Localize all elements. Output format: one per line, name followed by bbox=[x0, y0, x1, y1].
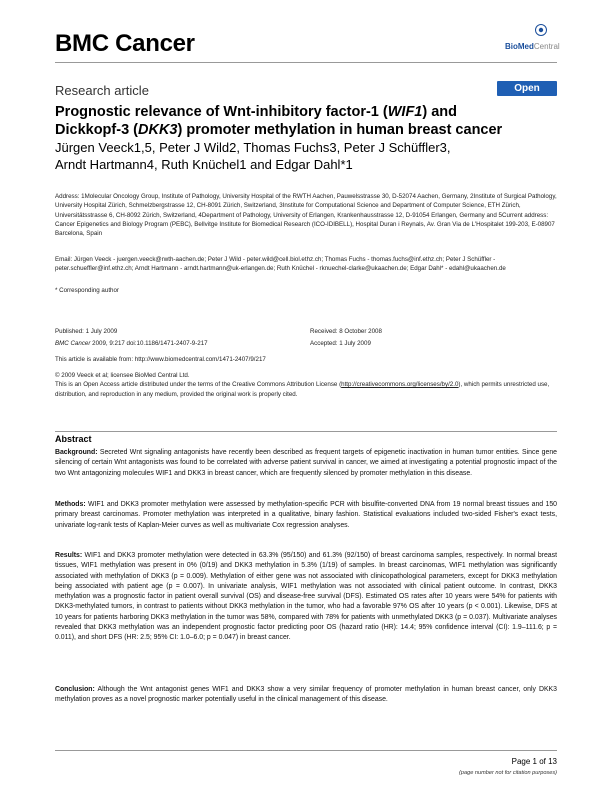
accepted-date: Accepted: 1 July 2009 bbox=[310, 340, 371, 348]
author-emails[interactable]: Email: Jürgen Veeck - juergen.veeck@rwth-aachen.de; Peter J Wild - peter.wild@cell.biol.ethz.ch; Thomas Fuchs - thomas.fuchs@inf.ethz.ch; Peter J Schüffler - peter.schueffler@inf.ethz.ch; Arndt Hartmann - arndt.hartmann@uk-erlangen.de; Ruth Knüchel - rknuechel-clarke@ukaachen.de; Edgar Dahl* - edahl@ukaachen.de bbox=[55, 256, 506, 273]
abstract-conclusion: Conclusion: Although the Wnt antagonist genes WIF1 and DKK3 show a very similar frequency of promoter methylation in human breast cancer, only DKK3 methylation proves as a novel prognostic marker potentially useful in the clinical management of this disease. bbox=[55, 686, 557, 704]
license-url-link[interactable]: http://creativecommons.org/licenses/by/2.0 bbox=[341, 381, 459, 389]
published-date: Published: 1 July 2009 bbox=[55, 328, 118, 335]
article-type: Research article bbox=[55, 83, 149, 98]
corresponding-author-note: * Corresponding author bbox=[55, 287, 119, 294]
biomed-central-logo bbox=[505, 24, 565, 54]
citation-journal: BMC Cancer bbox=[55, 340, 91, 348]
footer-rule bbox=[55, 750, 557, 751]
article-availability: This article is available from: http://www.biomedcentral.com/1471-2407/9/217 bbox=[55, 356, 266, 363]
abstract-rule bbox=[55, 431, 557, 432]
abstract-heading: Abstract bbox=[55, 434, 92, 444]
journal-title: BMC Cancer bbox=[55, 30, 195, 57]
logo-mark-icon bbox=[535, 24, 547, 36]
author-list bbox=[55, 139, 555, 173]
author-line-2: Arndt Hartmann4, Ruth Knüchel1 and Edgar Dahl*1 bbox=[55, 157, 353, 172]
abstract-methods: Methods: WIF1 and DKK3 promoter methylation were assessed by methylation-specific PCR with bisulfite-converted DNA from 19 normal breast tissues and 150 primary breast carcinomas. Promoter methylation was interpreted in a qualitative, binary fashion. Statistical evaluations included two-sided Fisher's exact tests, univariate log-rank tests of Kaplan-Meier curves as well as multivariate Cox regression analyses. bbox=[55, 501, 557, 529]
article-title: Prognostic relevance of Wnt-inhibitory factor-1 (WIF1) and Dickkopf-3 (DKK3) promoter methylation in human breast cancer bbox=[55, 104, 503, 138]
open-access-badge[interactable]: Open Access bbox=[497, 81, 557, 96]
article-url-link[interactable]: http://www.biomedcentral.com/1471-2407/9/217 bbox=[134, 356, 266, 363]
publication-info bbox=[55, 327, 295, 349]
received-date: Received: 8 October 2008 bbox=[310, 328, 382, 335]
affiliations: Address: 1Molecular Oncology Group, Institute of Pathology, University Hospital of the RWTH Aachen, Pauwelsstrasse 30, D-52074 Aachen, Germany, 2Institute of Surgical Pathology, University Hospital Zürich, Schmelzbergstrasse 12, CH-8091 Zürich, Switzerland, 3Institute for Computational Science and Department of Computer Science, ETH Zürich, Universitätsstrasse 6, CH-8092 Zürich, Switzerland, 4Department of Pathology, University of Erlangen, Krankenhausstrasse 12, D-91054 Erlangen, Germany and 5Current address: Cancer Epigenetics and Biology Program (PEBC), Bellvitge Institute for Biomedical Research (ICO-IDIBELL), Hospital Duran i Reynals, Av. Gran Via de L'Hospitalet 199-203, E-08907 Barcelona, Spain bbox=[55, 193, 557, 238]
header-rule bbox=[55, 62, 557, 63]
logo-brand: BioMed bbox=[505, 42, 534, 51]
submission-dates bbox=[310, 327, 550, 349]
author-line-1: Jürgen Veeck1,5, Peter J Wild2, Thomas Fuchs3, Peter J Schüffler3, bbox=[55, 140, 451, 155]
logo-suffix: Central bbox=[533, 42, 560, 51]
copyright-line: © 2009 Veeck et al; licensee BioMed Central Ltd. bbox=[55, 372, 190, 379]
page-number-note: (page number not for citation purposes) bbox=[459, 770, 557, 776]
abstract-background: Background: Secreted Wnt signaling antagonists have recently been described as frequent targets of epigenetic inactivation in human tumor entities. Since gene silencing of certain Wnt antagonists was found to be correlated with adverse patient survival in cancer, we aimed at investigating a potential prognostic impact of the two Wnt antagonizing molecules WIF1 and DKK3 in breast cancer, which are frequently silenced by promoter methylation in this disease. bbox=[55, 449, 557, 477]
license-block: © 2009 Veeck et al; licensee BioMed Central Ltd. This is an Open Access article distributed under the terms of the Creative Commons Attribution License (http://creativecommons.org/licenses/by/2.0), which permits unrestricted use, distribution, and reproduction in any medium, provided the original work is properly cited. bbox=[55, 371, 557, 399]
citation-details: 2009, 9:217 doi:10.1186/1471-2407-9-217 bbox=[90, 340, 208, 348]
page-number: Page 1 of 13 bbox=[511, 757, 557, 766]
abstract-results: Results: WIF1 and DKK3 promoter methylation were detected in 63.3% (95/150) and 61.3% (92/150) of breast carcinoma samples, respectively. In normal breast tissues, WIF1 methylation was present in 0% (0/19) and DKK3 methylation in 5.3% (1/19) of samples. In breast carcinomas, WIF1 methylation was significantly associated with methylation of DKK3 (p = 0.009). Methylation of either gene was not associated with clinicopathological parameters, except for DKK3 methylation being associated with patient age (p = 0.007). In univariate analysis, WIF1 methylation was not associated with clinical patient outcome. In contrast, DKK3 methylation was a prognostic factor in patient overall survival (OS) and disease-free survival (DFS). Estimated OS rates after 10 years were 54% for patients with DKK3-methylated tumors, in contrast to patients without DKK3 methylation in the tumor, who had a favorable 97% OS after 10 years (p < 0.001). Likewise, DFS at 10 years for patients harboring DKK3 methylation in the tumor was 58%, compared with 78% for patients with unmethylated DKK3 (p = 0.037). Multivariate analyses revealed that DKK3 methylation was an independent prognostic factor predicting poor OS (hazard ratio (HR): 14.4; 95% confidence interval (CI): 1.9–111.6; p = 0.011), and short DFS (HR: 2.5; 95% CI: 1.0–6.0; p = 0.047) in breast cancer. bbox=[55, 552, 557, 642]
